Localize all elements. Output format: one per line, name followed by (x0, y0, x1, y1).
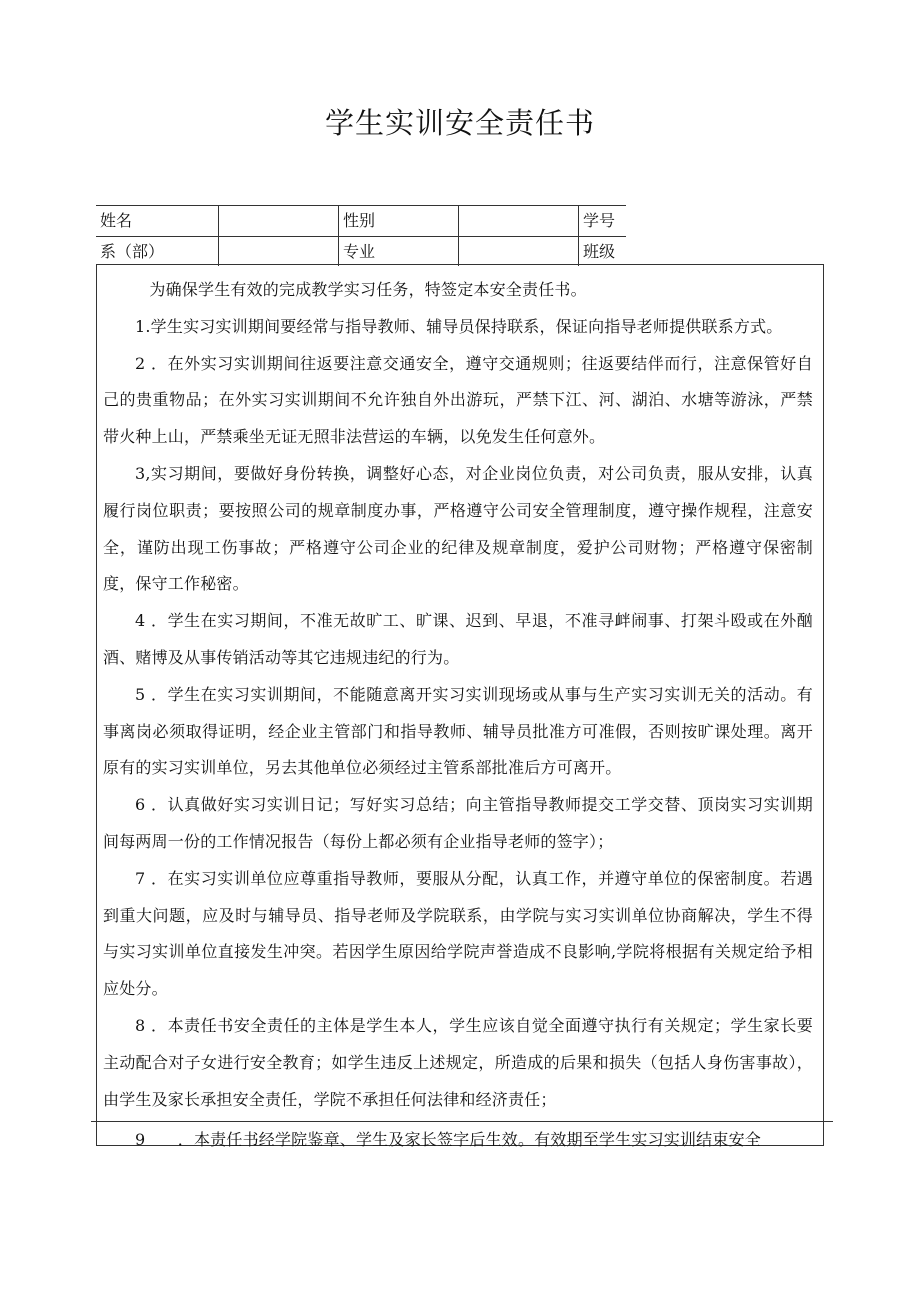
clause-7: 7 ．在实习实训单位应尊重指导教师，要服从分配，认真工作，并遵守单位的保密制度。若遇到重大问题，应及时与辅导员、指导老师及学院联系，由学院与实习实训单位协商解决，学生不得与实习实训单位直接发生冲突。若因学生原因给学院声誉造成不良影响,学院将根据有关规定给予相应处分。 (103, 868, 813, 999)
document-title: 学生实训安全责任书 (324, 106, 595, 140)
clause-3: 3,实习期间，要做好身份转换，调整好心态，对企业岗位负责，对公司负责，服从安排，认真履行岗位职责；要按照公司的规章制度办事，严格遵守公司安全管理制度，遵守操作规程，注意安全，谨防出现工伤事故；严格遵守公司企业的纪律及规章制度，爱护公司财物；严格遵守保密制度，保守工作秘密。 (103, 463, 813, 594)
name-value (218, 206, 338, 236)
clause-4: 4 ．学生在实习期间，不准无故旷工、旷课、迟到、早退，不准寻衅闹事、打架斗殴或在外酗酒、赌博及从事传销活动等其它违规违纪的行为。 (103, 611, 813, 667)
intro-paragraph: 为确保学生有效的完成教学实习任务，特签定本安全责任书。 (149, 280, 587, 299)
info-row-1 (96, 205, 626, 236)
info-row-2 (96, 236, 626, 266)
gender-label: 性别 (338, 206, 456, 236)
clause-2: 2 ．在外实习实训期间往返要注意交通安全，遵守交通规则；往返要结伴而行，注意保管好自己的贵重物品；在外实习实训期间不允许独自外出游玩，严禁下江、河、湖泊、水塘等游泳，严禁带火种上山，严禁乘坐无证无照非法营运的车辆，以免发生任何意外。 (103, 353, 813, 447)
student-info-table (96, 205, 626, 266)
name-label: 姓名 (100, 211, 133, 230)
responsibility-content-box (96, 264, 824, 1150)
student-id-label: 学号 (578, 206, 628, 236)
major-value (458, 237, 578, 266)
gender-value (458, 206, 578, 236)
department-value (218, 237, 338, 266)
clause-5: 5 ．学生在实习实训期间，不能随意离开实习实训现场或从事与生产实习实训无关的活动。有事离岗必须取得证明，经企业主管部门和指导教师、辅导员批准方可准假，否则按旷课处理。离开原有的实习实训单位，另去其他单位必须经过主管系部批准后方可离开。 (103, 684, 813, 778)
class-label: 班级 (578, 237, 628, 266)
major-label: 专业 (338, 237, 456, 266)
department-label: 系（部） (100, 242, 165, 261)
clause-1: 1.学生实习实训期间要经常与指导教师、辅导员保持联系，保证向指导老师提供联系方式。 (135, 316, 783, 336)
clause-9: 9 ．本责任书经学院鉴章、学生及家长签字后生效。有效期至学生实习实训结束安全 (91, 1121, 833, 1159)
clause-8: 8 ．本责任书安全责任的主体是学生本人，学生应该自觉全面遵守执行有关规定；学生家长要主动配合对子女进行安全教育；如学生违反上述规定，所造成的后果和损失（包括人身伤害事故），由学生及家长承担安全责任，学院不承担任何法律和经济责任； (103, 1015, 813, 1109)
clause-6: 6 ．认真做好实习实训日记；写好实习总结；向主管指导教师提交工学交替、顶岗实习实训期间每两周一份的工作情况报告（每份上都必须有企业指导老师的签字）； (103, 795, 813, 851)
